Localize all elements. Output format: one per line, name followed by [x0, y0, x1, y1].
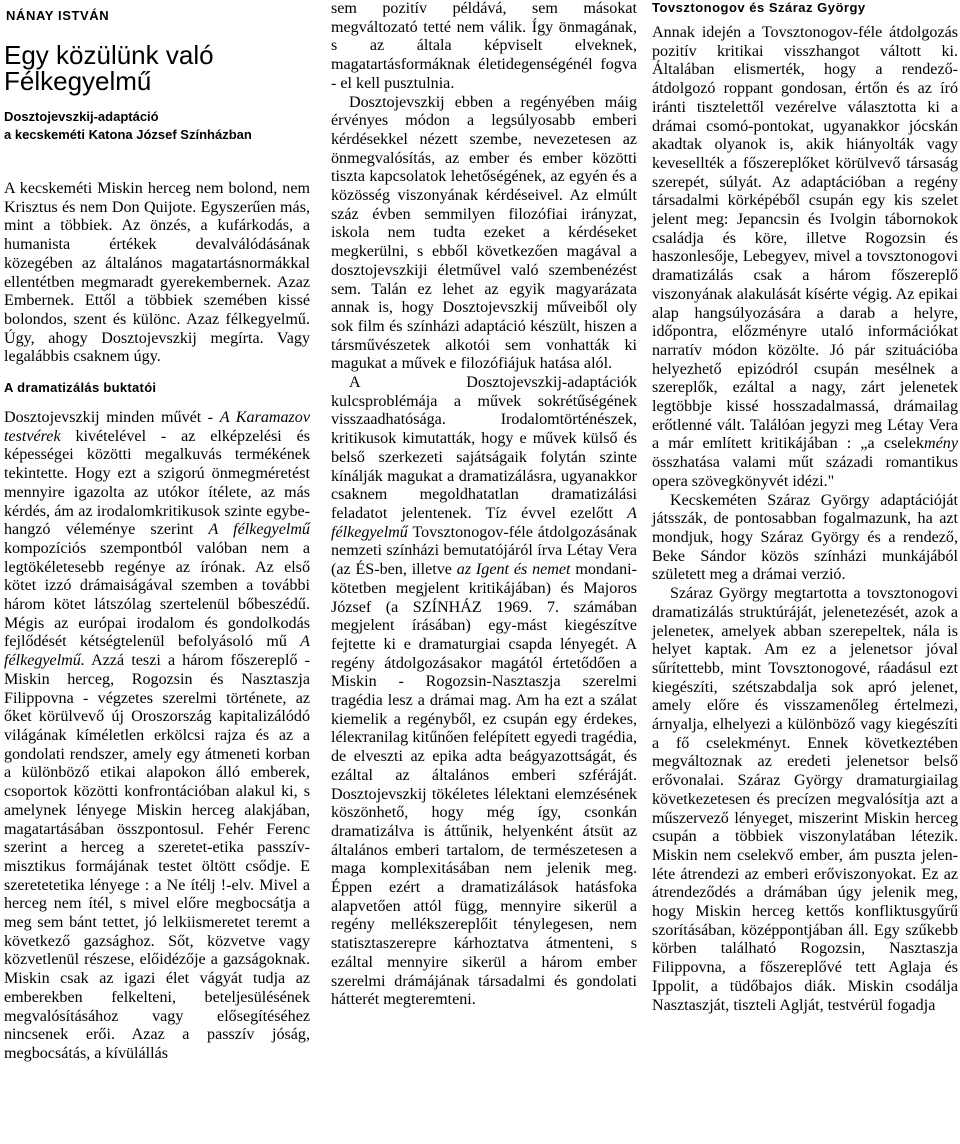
col3-paragraph-1: [652, 24, 958, 492]
text-run: mondani-kötetben megjelent kritikájában) és Majoros József (a SZÍNHÁZ 1969. 7. számában megjelent írásában) egy-mást kiegészítve fejtette ki e dramaturgiai csapda lényegét. A regény átdolgozásakor magától értetődően a Miskin - Rogozsin-Nasztaszja szerelmi tragédia lesz a drámai mag. Am ha ezt a szálat kiemelik a regényből, ez csupán egy érdekes, léleктanilag kitűnően felépített egyedi tragédia, de elveszti az epika adta beágyazottságát, és ezáltal az általános emberi szféráját. Dosztojevszkij tökéletes lélektani elemzésének köszönhető, hogy még így, csonkán dramatizálva is áttűnik, helyenként átsüt az általános emberi tartalom, de természetesen a maga komplexitásában nem jelenik meg. Éppen ezért a dramatizálások hatásfoka alapvetően attól függ, mennyire sikerül a regény mellékszereplőit ténylegesen, nem statisztaszerepre kárhoztatva átmenteni, s ezáltal mennyire sikerül a három ember szerelmi drámájának társadalmi és gondolati hátterét megteremteni.: [331, 561, 638, 1009]
col3-paragraph-3: Száraz György megtartotta a tovsztonogovi dramatizálás struktúráját, jelenetezését, azok a jeleneteк, amelyek abban szerepeltek, nála is helyet kaptak. Am ez a jelenetsor jóval sűrítettebb, mint Tovsztonogové, ráadásul ezt kiegészíti, szétszabdalja sok apró jelenet, amely előre és visszamenőleg értelmezi, árnyalja, elhelyezi a különböző vagy kiegészíti a fő cselekményt. Ennek következtében megváltoznak az eredeti jelenetsor belső erővonalai. Száraz György dramaturgiailag következetesen és precízen megvalósítja azt a műszervező lényeget, miszerint Miskin herceg csupán a többiek viszonylatában létezik. Miskin nem cselekvő ember, ám puszta jelen-léte átrendezi az emberi erőviszonyokat. Ez az átrendeződés a drámában úgy jelenik meg, hogy Miskin herceg kettős konfliktusgyűrű szorításában, középpontjában áll. Egy szűkebb körben található Rogozsin, Nasztaszja Filippovna, a főszereplővé tett Aglaja és Ippolit, a tüdőbajos diák. Miskin csodálja Nasztaszját, tiszteli Aglját, testvérül fogadja: [652, 585, 958, 1014]
intro-paragraph: A kecskeméti Miskin herceg nem bolond, nem Krisztus és nem Don Quijote. Egyszerűen más, mint a többiek. Az önzés, a kufárkodás, a humanista értékek devalválódásának közegében az általános magatartásnormákkal ellentétben megmaradt gyerekembernek. Azaz Embernek. Ettől a többiek szemében kissé bolondos, szent és különc. Azaz félkegyelmű. Úgy, ahogy Dosztojevszkij megírta. Vagy legalábbis csaknem úgy.: [4, 180, 310, 366]
section1-paragraph: [4, 409, 310, 1064]
col2-paragraph-2: Dosztojevszkij ebben a regényében máig érvényes módon a legsúlyosabb emberi kérdésekkel nézett szembe, nevezetesen az önmegvalósítás, az ember és ember közötti tiszta kapcsolatok lehetőségének, az egyén és a közösség viszonyának kérdéseivel. Az elmúlt száz évben semmilyen filozófiai irányzat, iskola nem tudta ezeket a kérdéseket megkerülni, s ebből következően magával a dosztojevszkiji életművel való szembenézést sem. Talán ez lehet az egyik magyarázata annak is, hogy Dosztojevszkij műveiből oly sok film és színházi adaptáció készült, hiszen a társművészetek alkotói sem vonhatták ki magukat a művek e filozófiájuk hatása alól.: [331, 93, 637, 373]
column-3: [652, 0, 958, 1015]
text-run: kivételével - az elképzelési és képességei közötti megalkuvás termékének tekintette. Hogy ezt a szigorú önmegméretést mennyire igazolta az utókor ítélete, az más kérdés, ám az irodalomkritikusok szinte egybe-hangzó véleménye szerint: [4, 427, 310, 539]
author-byline: NÁNAY ISTVÁN: [6, 8, 110, 23]
text-run: Azzá teszi a három főszereplő - Miskin herceg, Rogozsin és Nasztaszja Filippovna - végzetes szerelmi története, az őket körülvevő új Oroszország kapitalizálódó világának kíméletlen erkölcsi rajza és az a gondolati rendszer, amely egy átmeneti korban a különböző etikai alapokon álló emberek, csoportok közötti konfrontációban alakul ki, s amelynek lényege Miskin herceg alakjában, magatartásában összpontosul. Fehér Ferenc szerint a herceg a szeretet-etika passzív-misztikus formájának testet öltött csődje. E szeretetetika lényege : a Ne ítélj !-elv. Mivel a herceg nem ítél, s mivel előre megbocsátja a meg sem bánt tettet, jó lelkiismeretet teremt a következő gazsághoz. Sőt, közvetve vagy közvetlenül részese, előidézője a gazságoknak. Miskin csak az igazi élet vágyát tudja az emberekben felkelteni, beteljesülésének megvalósításához vagy elősegítéséhez nincsenek erői. Azaz a passzív jóság, megbocsátás, a kívülállás: [4, 652, 310, 1062]
text-run: összhatása valami műt századi romantikus opera szövegkönyvét idézi.": [652, 454, 958, 490]
subtitle-line-1: Dosztojevszkij-adaptáció: [4, 109, 159, 124]
text-run: Tovsztonogov-féle átdolgozásának nemzeti színházi bemutatójáról írva Létay Vera (az ÉS-ben, illetve: [331, 523, 637, 579]
col2-paragraph-1: sem pozitív példává, sem másokat megváltozató tetté nem válik. Így önmagának, s az általa képviselt elveknek, magatartásformáknak életidegenségénél fogva - el kell pusztulnia.: [331, 0, 637, 92]
text-run: Dosztojevszkij minden művét -: [4, 409, 220, 427]
article-subtitle: [4, 108, 310, 144]
column-1: [4, 0, 310, 1064]
italic-title-run: A félkegyelmű.: [4, 633, 310, 670]
italic-title-run: A félkegyelmű: [208, 521, 310, 539]
col3-paragraph-2: Kecskeméten Száraz György adaptációját játsszák, de pontosabban fogalmazunk, ha azt mondjuk, hogy Száraz György és a rendező, Beke Sándor közös színházi munkájából született meg a drámai verzió.: [652, 491, 958, 584]
col2-paragraph-3: [331, 374, 637, 1010]
text-run: A Dosztojevszkij-adaptációk kulcsproblémája a művek sokrétűségének visszaadhatósága. Irodalomtörténészek, kritikusok kimutatták, hogy e művek külső és belső szerkezeti sajátságaik folytán szinte kínálják magukat a dramatizálásra, ugyanakkor csaknem megoldhatatlan dramatizálási feladatot jelentenek. Tíz évvel ezelőtt: [331, 374, 637, 522]
italic-title-run: A Karamazov testvérek: [4, 409, 311, 445]
article-title: Egy közülünk való Félkegyelmű: [4, 40, 214, 96]
italic-title-run: A félkegyelmű: [331, 504, 637, 541]
italic-title-run: az Igent és nemet: [456, 561, 571, 579]
subtitle-line-2: a kecskeméti Katona József Színházban: [4, 127, 252, 142]
section-heading-dramatization: A dramatizálás buktatói: [4, 380, 157, 396]
text-run: kompozíciós szempontból valóban nem a legtökéletesebb regénye az írónak. Az első kötet izzó drámaiságával szemben a további három kötet látszólag szertelenül bőbeszédű. Mégis az európai irodalom és gondolkodás fejlődését kétségtelenül befolyásoló mű: [4, 539, 310, 651]
column-2: [331, 0, 637, 1010]
text-run: Annak idején a Tovsztonogov-féle átdolgozás pozitív kritikai visszhangot váltott ki. Általában elismerték, hogy a rendező-átdolgozó roppant gondosan, értőn és az író iránti tisztelettől vezérelve választotta ki a drámai csomó-pontokat, ugyanakkor jócskán akadtak olyanok is, akik hiányolták vagy kevesellték a főszereplőket körülvevő társaság szerepét, súlyát. Az adaptációban a regény társadalmi körképéből csupán egy kis szelet jelent meg: Jepancsin és Ivolgin tábornokok családja és köre, illetve Rogozsin és haszonlesője, Lebegyev, mivel a tovsztonogovi dramatizálás csak a három főszereplő viszonyának alakulását kísérte végig. Az epikai alap hangsúlyozására a darab a helyre, időpontra, előzményre utaló információkat narratív módon közölte. Jó pár szituációba helyezhető epizódról csupán mesélnek a szereplők, ezáltal a nagy, zárt jelenetek legtöbbje kissé hosszadalmassá, drámailag erőtlenné vált. Találóan jegyzi meg Létay Vera a már említett kritikájában : „a cselek: [652, 24, 958, 453]
italic-title-run: mény: [924, 435, 958, 453]
section-heading-tovsztonogov: Tovsztonogov és Száraz György: [652, 0, 866, 15]
